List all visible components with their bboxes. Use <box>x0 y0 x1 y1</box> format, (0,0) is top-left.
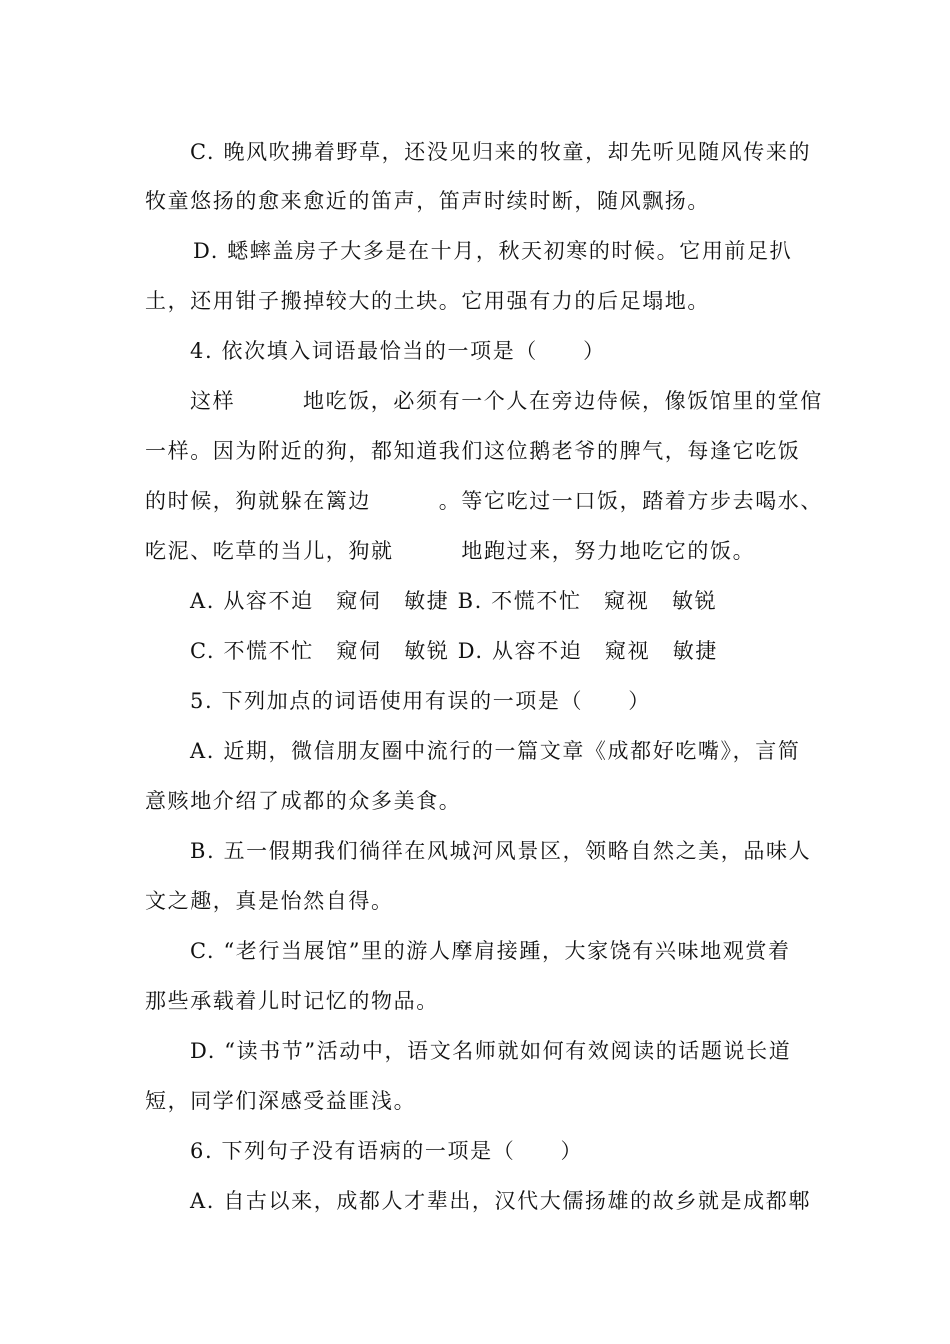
q5-option-a-line-1: A. 近期，微信朋友圈中流行的一篇文章《成都好吃嘴》，言简 <box>190 739 801 763</box>
q5-option-d-line-1: D. “读书节”活动中，语文名师就如何有效阅读的话题说长道 <box>190 1039 792 1063</box>
question-4-options-cd: C. 不慌不忙 窥伺 敏锐 D. 从容不迫 窥视 敏捷 <box>190 639 718 663</box>
q5-option-d-line-2: 短，同学们深感受益匪浅。 <box>145 1089 417 1113</box>
question-6-prompt: 6. 下列句子没有语病的一项是（ ） <box>190 1139 584 1163</box>
question-4-prompt: 4. 依次填入词语最恰当的一项是（ ） <box>190 339 606 363</box>
q5-option-a-line-2: 意赅地介绍了成都的众多美食。 <box>145 789 462 813</box>
option-d-line-1: D. 蟋蟀盖房子大多是在十月，秋天初寒的时候。它用前足扒 <box>193 239 793 263</box>
option-d-line-2: 土，还用钳子搬掉较大的土块。它用强有力的后足塌地。 <box>145 289 710 313</box>
question-4-options-ab: A. 从容不迫 窥伺 敏捷 B. 不慌不忙 窥视 敏锐 <box>190 589 718 613</box>
q5-option-b-line-2: 文之趣，真是怡然自得。 <box>145 889 394 913</box>
passage-line-2: 一样。因为附近的狗，都知道我们这位鹅老爷的脾气，每逢它吃饭 <box>145 439 801 463</box>
passage-line-1: 这样 地吃饭，必须有一个人在旁边侍候，像饭馆里的堂倌 <box>190 389 823 413</box>
q5-option-b-line-1: B. 五一假期我们徜徉在风城河风景区，领略自然之美，品味人 <box>190 839 812 863</box>
question-5-prompt: 5. 下列加点的词语使用有误的一项是（ ） <box>190 689 651 713</box>
q6-option-a-line-1: A. 自古以来，成都人才辈出，汉代大儒扬雄的故乡就是成都郫 <box>190 1189 811 1213</box>
q5-option-c-line-2: 那些承载着儿时记忆的物品。 <box>145 989 439 1013</box>
q5-option-c-line-1: C. “老行当展馆”里的游人摩肩接踵，大家饶有兴味地观赏着 <box>190 939 791 963</box>
passage-line-4: 吃泥、吃草的当儿，狗就 地跑过来，努力地吃它的饭。 <box>145 539 756 563</box>
option-c-line-2: 牧童悠扬的愈来愈近的笛声，笛声时续时断，随风飘扬。 <box>145 189 710 213</box>
option-c-line-1: C. 晚风吹拂着野草，还没见归来的牧童，却先听见随风传来的 <box>190 140 812 164</box>
passage-line-3: 的时候，狗就躲在篱边 。等它吃过一口饭，踏着方步去喝水、 <box>145 489 823 513</box>
